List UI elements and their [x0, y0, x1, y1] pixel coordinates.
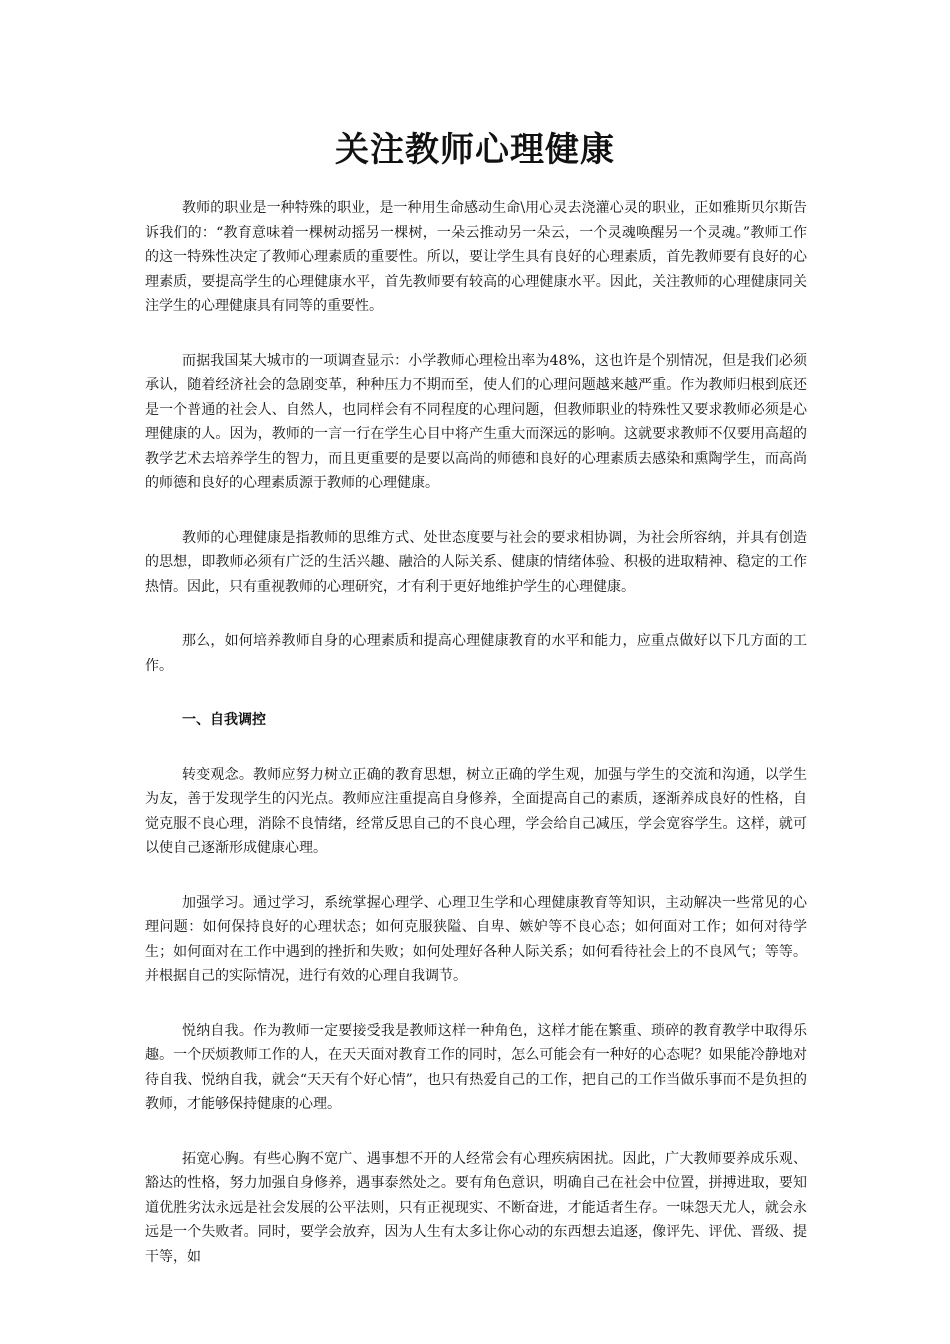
document-body: [145, 196, 807, 1299]
section-paragraph-4: 拓宽心胸。有些心胸不宽广、遇事想不开的人经常会有心理疾病困扰。因此，广大教师要养成乐观、豁达的性格，努力加强自身修养，遇事泰然处之。要有角色意识，明确自己在社会中位置，拼搏进取，要知道优胜劣汰永远是社会发展的公平法则，只有正视现实、不断奋进，才能适者生存。一味怨天尤人，就会永远是一个失败者。同时，要学会放弃，因为人生有太多让你心动的东西想去追逐，像评先、评优、晋级、提干等，如: [145, 1150, 807, 1265]
section-paragraph-3: 悦纳自我。作为教师一定要接受我是教师这样一种角色，这样才能在繁重、琐碎的教育教学中取得乐趣。一个厌烦教师工作的人，在天天面对教育工作的同时，怎么可能会有一种好的心态呢？如果能冷静地对待自我、悦纳自我，就会“天天有个好心情”，也只有热爱自己的工作，把自己的工作当做乐事而不是负担的教师，才能够保持健康的心理。: [145, 1022, 807, 1112]
section-paragraph-1: 转变观念。教师应努力树立正确的教育思想，树立正确的学生观，加强与学生的交流和沟通，以学生为友，善于发现学生的闪光点。教师应注重提高自身修养，全面提高自己的素质，逐渐养成良好的性格，自觉克服不良心理，消除不良情绪，经常反思自己的不良心理，学会给自己减压，学会宽容学生。这样，就可以使自己逐渐形成健康心理。: [145, 766, 807, 856]
section-heading: 一、自我调控: [182, 712, 266, 728]
paragraph-3: 教师的心理健康是指教师的思维方式、处世态度要与社会的要求相协调，为社会所容纳，并具有创造的思想，即教师必须有广泛的生活兴趣、融洽的人际关系、健康的情绪体验、积极的进取精神、稳定的工作热情。因此，只有重视教师的心理研究，才有利于更好地维护学生的心理健康。: [145, 529, 807, 595]
section-paragraph-2: 加强学习。通过学习，系统掌握心理学、心理卫生学和心理健康教育等知识，主动解决一些常见的心理问题：如何保持良好的心理状态；如何克服狭隘、自卑、嫉妒等不良心态；如何面对工作；如何对待学生；如何面对在工作中遇到的挫折和失败；如何处理好各种人际关系；如何看待社会上的不良风气；等等。并根据自己的实际情况，进行有效的心理自我调节。: [145, 894, 807, 984]
paragraph-4: 那么，如何培养教师自身的心理素质和提高心理健康教育的水平和能力，应重点做好以下几方面的工作。: [145, 633, 807, 674]
paragraph-1: 教师的职业是一种特殊的职业，是一种用生命感动生命\用心灵去浇灌心灵的职业，正如雅斯贝尔斯告诉我们的：“教育意味着一棵树动摇另一棵树，一朵云推动另一朵云，一个灵魂唤醒另一个灵魂。”教师工作的这一特殊性决定了教师心理素质的重要性。所以，要让学生具有良好的心理素质，首先教师要有良好的心理素质，要提高学生的心理健康水平，首先教师要有较高的心理健康水平。因此，关注教师的心理健康同关注学生的心理健康具有同等的重要性。: [145, 200, 807, 314]
document-title: 关注教师心理健康: [335, 130, 615, 170]
paragraph-2: 而据我国某大城市的一项调查显示：小学教师心理检出率为48%，这也许是个别情况，但是我们必须承认，随着经济社会的急剧变革，种种压力不期而至，使人们的心理问题越来越严重。作为教师归根到底还是一个普通的社会人、自然人，也同样会有不同程度的心理问题，但教师职业的特殊性又要求教师必须是心理健康的人。因为，教师的一言一行在学生心目中将产生重大而深远的影响。这就要求教师不仅要用高超的教学艺术去培养学生的智力，而且更重要的是要以高尚的师德和良好的心理素质去感染和熏陶学生，而高尚的师德和良好的心理素质源于教师的心理健康。: [145, 352, 807, 491]
